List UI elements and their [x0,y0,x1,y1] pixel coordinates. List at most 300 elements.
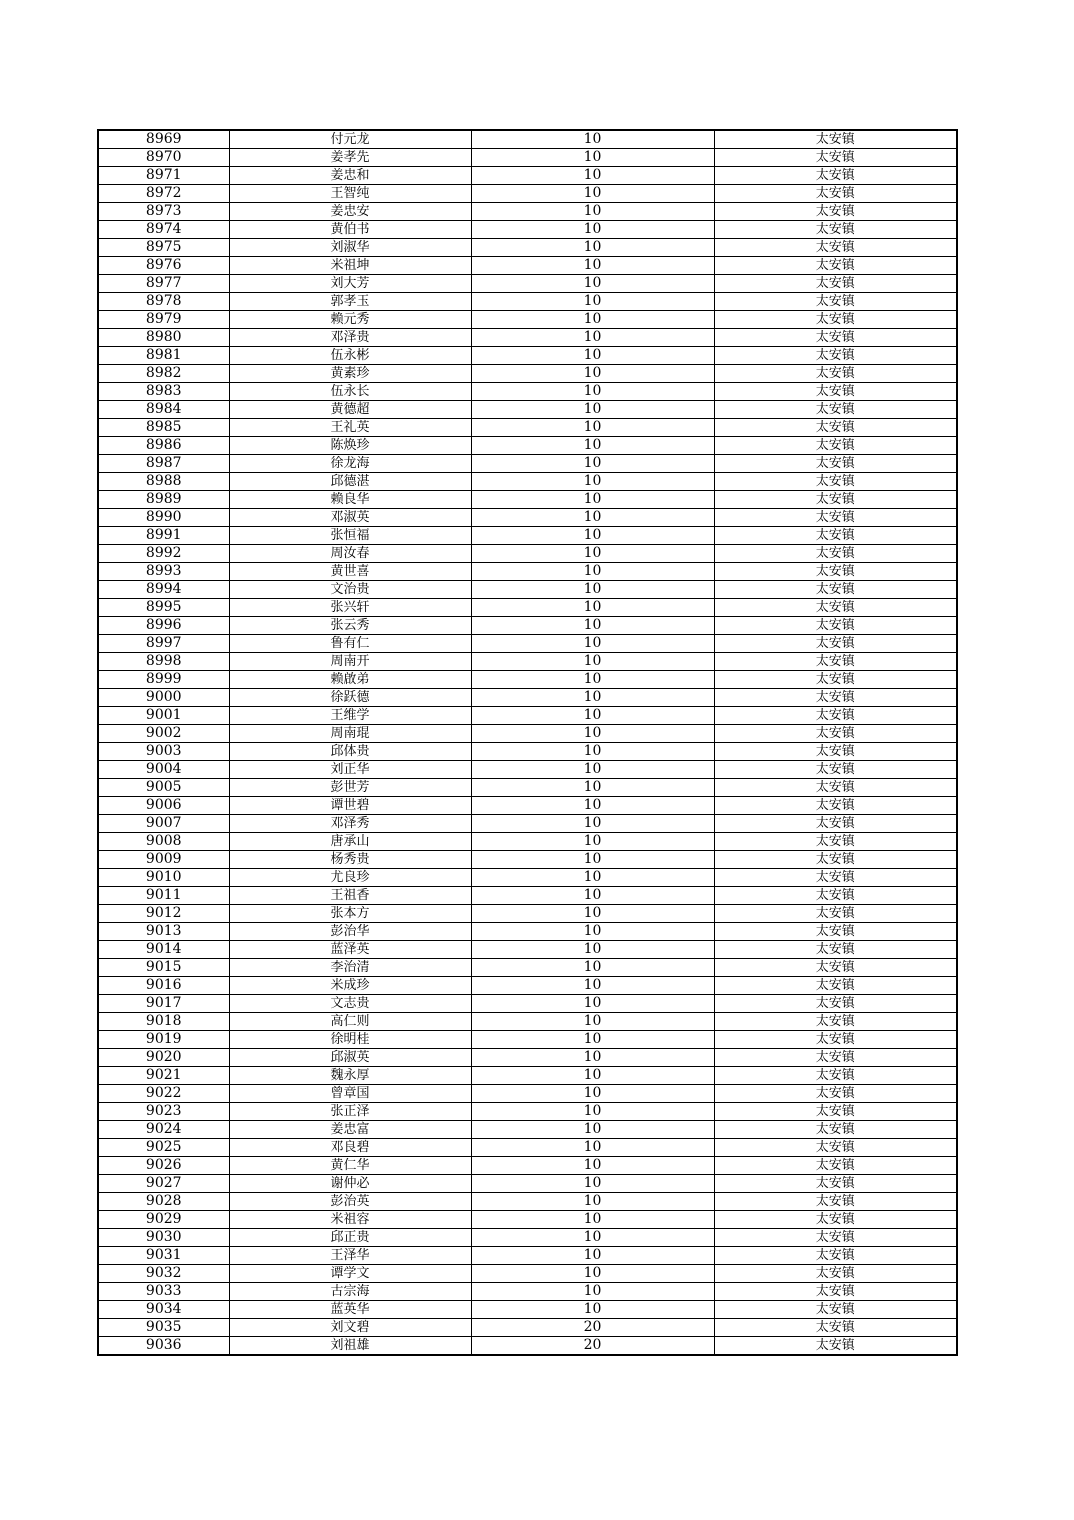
row-number-cell: 9013 [98,923,229,941]
name-cell: 米祖容 [229,1211,471,1229]
name-cell: 张云秀 [229,617,471,635]
amount-cell: 10 [471,1175,714,1193]
town-cell: 太安镇 [714,743,957,761]
table-row [98,1031,957,1049]
table-row [98,959,957,977]
row-number-cell: 9028 [98,1193,229,1211]
table-row [98,365,957,383]
amount-cell: 10 [471,707,714,725]
town-cell: 太安镇 [714,239,957,257]
table-row [98,275,957,293]
town-cell: 太安镇 [714,959,957,977]
name-cell: 邓淑英 [229,509,471,527]
row-number-cell: 8991 [98,527,229,545]
table-row [98,905,957,923]
name-cell: 周南开 [229,653,471,671]
town-cell: 太安镇 [714,1139,957,1157]
amount-cell: 10 [471,509,714,527]
table-row [98,653,957,671]
amount-cell: 10 [471,833,714,851]
table-row [98,401,957,419]
town-cell: 太安镇 [714,617,957,635]
name-cell: 邓泽秀 [229,815,471,833]
name-cell: 邱体贵 [229,743,471,761]
name-cell: 彭世芳 [229,779,471,797]
name-cell: 赖良华 [229,491,471,509]
town-cell: 太安镇 [714,257,957,275]
town-cell: 太安镇 [714,1193,957,1211]
table-row [98,923,957,941]
town-cell: 太安镇 [714,473,957,491]
table-row [98,383,957,401]
town-cell: 太安镇 [714,563,957,581]
town-cell: 太安镇 [714,635,957,653]
amount-cell: 10 [471,635,714,653]
amount-cell: 10 [471,923,714,941]
table-row [98,995,957,1013]
row-number-cell: 8973 [98,203,229,221]
amount-cell: 10 [471,761,714,779]
name-cell: 王祖香 [229,887,471,905]
amount-cell: 10 [471,365,714,383]
amount-cell: 10 [471,563,714,581]
town-cell: 太安镇 [714,671,957,689]
town-cell: 太安镇 [714,869,957,887]
town-cell: 太安镇 [714,347,957,365]
town-cell: 太安镇 [714,995,957,1013]
table-row [98,833,957,851]
town-cell: 太安镇 [714,203,957,221]
town-cell: 太安镇 [714,977,957,995]
row-number-cell: 9029 [98,1211,229,1229]
name-cell: 文治贵 [229,581,471,599]
table-body [98,130,957,1355]
amount-cell: 10 [471,401,714,419]
name-cell: 邱德湛 [229,473,471,491]
amount-cell: 10 [471,689,714,707]
table-row [98,329,957,347]
town-cell: 太安镇 [714,149,957,167]
town-cell: 太安镇 [714,185,957,203]
row-number-cell: 9026 [98,1157,229,1175]
row-number-cell: 9001 [98,707,229,725]
town-cell: 太安镇 [714,1337,957,1356]
table-row [98,689,957,707]
amount-cell: 10 [471,887,714,905]
town-cell: 太安镇 [714,761,957,779]
town-cell: 太安镇 [714,1049,957,1067]
amount-cell: 10 [471,1283,714,1301]
amount-cell: 10 [471,1121,714,1139]
town-cell: 太安镇 [714,851,957,869]
town-cell: 太安镇 [714,1067,957,1085]
name-cell: 赖元秀 [229,311,471,329]
row-number-cell: 9005 [98,779,229,797]
town-cell: 太安镇 [714,779,957,797]
table-row [98,1283,957,1301]
name-cell: 邱淑英 [229,1049,471,1067]
amount-cell: 10 [471,185,714,203]
town-cell: 太安镇 [714,545,957,563]
amount-cell: 10 [471,167,714,185]
table-row [98,851,957,869]
name-cell: 周南琨 [229,725,471,743]
table-row [98,311,957,329]
row-number-cell: 8995 [98,599,229,617]
amount-cell: 10 [471,329,714,347]
amount-cell: 10 [471,905,714,923]
amount-cell: 10 [471,1265,714,1283]
table-row [98,257,957,275]
town-cell: 太安镇 [714,1229,957,1247]
town-cell: 太安镇 [714,1121,957,1139]
row-number-cell: 8971 [98,167,229,185]
table-row [98,1067,957,1085]
name-cell: 伍永彬 [229,347,471,365]
row-number-cell: 8997 [98,635,229,653]
row-number-cell: 9010 [98,869,229,887]
row-number-cell: 9006 [98,797,229,815]
row-number-cell: 8998 [98,653,229,671]
amount-cell: 10 [471,725,714,743]
amount-cell: 10 [471,419,714,437]
amount-cell: 10 [471,1103,714,1121]
table-row [98,221,957,239]
table-row [98,1121,957,1139]
amount-cell: 10 [471,599,714,617]
name-cell: 张恒福 [229,527,471,545]
town-cell: 太安镇 [714,1265,957,1283]
amount-cell: 10 [471,1247,714,1265]
row-number-cell: 8990 [98,509,229,527]
row-number-cell: 9020 [98,1049,229,1067]
row-number-cell: 9027 [98,1175,229,1193]
table-row [98,1085,957,1103]
row-number-cell: 8988 [98,473,229,491]
row-number-cell: 9011 [98,887,229,905]
town-cell: 太安镇 [714,653,957,671]
row-number-cell: 8981 [98,347,229,365]
amount-cell: 10 [471,1301,714,1319]
name-cell: 王泽华 [229,1247,471,1265]
town-cell: 太安镇 [714,1031,957,1049]
name-cell: 谭世碧 [229,797,471,815]
name-cell: 周汝春 [229,545,471,563]
name-cell: 黄素珍 [229,365,471,383]
table-row [98,1337,957,1356]
table-row [98,185,957,203]
amount-cell: 10 [471,203,714,221]
table-row [98,563,957,581]
name-cell: 谢仲必 [229,1175,471,1193]
table-row [98,707,957,725]
amount-cell: 10 [471,959,714,977]
row-number-cell: 8986 [98,437,229,455]
name-cell: 刘大芳 [229,275,471,293]
row-number-cell: 9022 [98,1085,229,1103]
name-cell: 邓泽贵 [229,329,471,347]
row-number-cell: 9009 [98,851,229,869]
amount-cell: 10 [471,1031,714,1049]
table-row [98,869,957,887]
name-cell: 徐跃德 [229,689,471,707]
table-row [98,1193,957,1211]
amount-cell: 10 [471,149,714,167]
name-cell: 蓝英华 [229,1301,471,1319]
row-number-cell: 8975 [98,239,229,257]
row-number-cell: 8993 [98,563,229,581]
name-cell: 鲁有仁 [229,635,471,653]
town-cell: 太安镇 [714,401,957,419]
amount-cell: 10 [471,347,714,365]
name-cell: 赖啟弟 [229,671,471,689]
amount-cell: 10 [471,527,714,545]
amount-cell: 10 [471,275,714,293]
row-number-cell: 9021 [98,1067,229,1085]
town-cell: 太安镇 [714,491,957,509]
row-number-cell: 9014 [98,941,229,959]
row-number-cell: 9004 [98,761,229,779]
table-row [98,599,957,617]
amount-cell: 10 [471,1229,714,1247]
town-cell: 太安镇 [714,1247,957,1265]
amount-cell: 10 [471,995,714,1013]
amount-cell: 10 [471,437,714,455]
row-number-cell: 8985 [98,419,229,437]
row-number-cell: 9019 [98,1031,229,1049]
row-number-cell: 9033 [98,1283,229,1301]
amount-cell: 10 [471,545,714,563]
row-number-cell: 9025 [98,1139,229,1157]
row-number-cell: 9024 [98,1121,229,1139]
amount-cell: 10 [471,1049,714,1067]
amount-cell: 10 [471,473,714,491]
row-number-cell: 8980 [98,329,229,347]
row-number-cell: 8999 [98,671,229,689]
row-number-cell: 9023 [98,1103,229,1121]
amount-cell: 10 [471,617,714,635]
row-number-cell: 9030 [98,1229,229,1247]
name-cell: 伍永长 [229,383,471,401]
amount-cell: 10 [471,653,714,671]
name-cell: 姜孝先 [229,149,471,167]
table-row [98,1139,957,1157]
amount-cell: 10 [471,293,714,311]
row-number-cell: 8979 [98,311,229,329]
name-cell: 曾章国 [229,1085,471,1103]
table-row [98,779,957,797]
amount-cell: 10 [471,779,714,797]
amount-cell: 10 [471,1067,714,1085]
name-cell: 彭治英 [229,1193,471,1211]
table-row [98,797,957,815]
town-cell: 太安镇 [714,707,957,725]
table-row [98,130,957,149]
row-number-cell: 8983 [98,383,229,401]
amount-cell: 10 [471,1013,714,1031]
name-cell: 高仁则 [229,1013,471,1031]
table-row [98,1103,957,1121]
row-number-cell: 9008 [98,833,229,851]
table-row [98,1319,957,1337]
town-cell: 太安镇 [714,1103,957,1121]
town-cell: 太安镇 [714,1157,957,1175]
name-cell: 唐承山 [229,833,471,851]
name-cell: 文志贵 [229,995,471,1013]
amount-cell: 10 [471,383,714,401]
table-row [98,743,957,761]
town-cell: 太安镇 [714,311,957,329]
name-cell: 王智纯 [229,185,471,203]
name-cell: 姜忠和 [229,167,471,185]
town-cell: 太安镇 [714,1283,957,1301]
town-cell: 太安镇 [714,419,957,437]
town-cell: 太安镇 [714,1211,957,1229]
table-row [98,167,957,185]
town-cell: 太安镇 [714,833,957,851]
name-cell: 徐龙海 [229,455,471,473]
table-row [98,203,957,221]
table-row [98,149,957,167]
table-row [98,671,957,689]
table-row [98,887,957,905]
table-row [98,437,957,455]
row-number-cell: 9035 [98,1319,229,1337]
town-cell: 太安镇 [714,365,957,383]
town-cell: 太安镇 [714,293,957,311]
table-row [98,293,957,311]
table-row [98,1247,957,1265]
table-row [98,635,957,653]
amount-cell: 10 [471,743,714,761]
row-number-cell: 9032 [98,1265,229,1283]
name-cell: 王礼英 [229,419,471,437]
town-cell: 太安镇 [714,923,957,941]
table-row [98,491,957,509]
town-cell: 太安镇 [714,797,957,815]
name-cell: 刘淑华 [229,239,471,257]
name-cell: 米成珍 [229,977,471,995]
data-table [97,129,958,1356]
amount-cell: 10 [471,671,714,689]
row-number-cell: 8969 [98,130,229,149]
name-cell: 李治清 [229,959,471,977]
town-cell: 太安镇 [714,581,957,599]
row-number-cell: 8984 [98,401,229,419]
name-cell: 郭孝玉 [229,293,471,311]
town-cell: 太安镇 [714,941,957,959]
amount-cell: 20 [471,1337,714,1356]
name-cell: 王维学 [229,707,471,725]
town-cell: 太安镇 [714,329,957,347]
name-cell: 古宗海 [229,1283,471,1301]
table-row [98,581,957,599]
table-row [98,1157,957,1175]
name-cell: 米祖坤 [229,257,471,275]
row-number-cell: 9036 [98,1337,229,1356]
name-cell: 张正泽 [229,1103,471,1121]
row-number-cell: 9017 [98,995,229,1013]
town-cell: 太安镇 [714,1319,957,1337]
name-cell: 尤良珍 [229,869,471,887]
table-row [98,761,957,779]
table-row [98,473,957,491]
row-number-cell: 9015 [98,959,229,977]
amount-cell: 10 [471,869,714,887]
name-cell: 黄世喜 [229,563,471,581]
town-cell: 太安镇 [714,1013,957,1031]
town-cell: 太安镇 [714,887,957,905]
name-cell: 邓良碧 [229,1139,471,1157]
table-row [98,1229,957,1247]
row-number-cell: 8977 [98,275,229,293]
name-cell: 刘祖雄 [229,1337,471,1356]
row-number-cell: 9012 [98,905,229,923]
row-number-cell: 8982 [98,365,229,383]
amount-cell: 10 [471,257,714,275]
name-cell: 张本方 [229,905,471,923]
town-cell: 太安镇 [714,1175,957,1193]
amount-cell: 10 [471,1139,714,1157]
town-cell: 太安镇 [714,437,957,455]
table-row [98,977,957,995]
town-cell: 太安镇 [714,725,957,743]
name-cell: 姜忠富 [229,1121,471,1139]
row-number-cell: 8989 [98,491,229,509]
amount-cell: 10 [471,941,714,959]
row-number-cell: 8992 [98,545,229,563]
table-row [98,815,957,833]
table-row [98,527,957,545]
amount-cell: 10 [471,311,714,329]
amount-cell: 20 [471,1319,714,1337]
town-cell: 太安镇 [714,527,957,545]
town-cell: 太安镇 [714,221,957,239]
row-number-cell: 8996 [98,617,229,635]
row-number-cell: 8976 [98,257,229,275]
table-row [98,455,957,473]
table-row [98,239,957,257]
table-row [98,1265,957,1283]
amount-cell: 10 [471,797,714,815]
amount-cell: 10 [471,581,714,599]
amount-cell: 10 [471,239,714,257]
amount-cell: 10 [471,1157,714,1175]
name-cell: 谭学文 [229,1265,471,1283]
town-cell: 太安镇 [714,905,957,923]
name-cell: 付元龙 [229,130,471,149]
row-number-cell: 9003 [98,743,229,761]
row-number-cell: 9016 [98,977,229,995]
name-cell: 刘正华 [229,761,471,779]
town-cell: 太安镇 [714,509,957,527]
table-row [98,509,957,527]
name-cell: 黄德超 [229,401,471,419]
town-cell: 太安镇 [714,275,957,293]
amount-cell: 10 [471,977,714,995]
row-number-cell: 8978 [98,293,229,311]
row-number-cell: 8994 [98,581,229,599]
amount-cell: 10 [471,491,714,509]
row-number-cell: 8974 [98,221,229,239]
row-number-cell: 9002 [98,725,229,743]
town-cell: 太安镇 [714,1085,957,1103]
table-row [98,617,957,635]
row-number-cell: 8972 [98,185,229,203]
name-cell: 黄伯书 [229,221,471,239]
name-cell: 彭治华 [229,923,471,941]
row-number-cell: 9007 [98,815,229,833]
